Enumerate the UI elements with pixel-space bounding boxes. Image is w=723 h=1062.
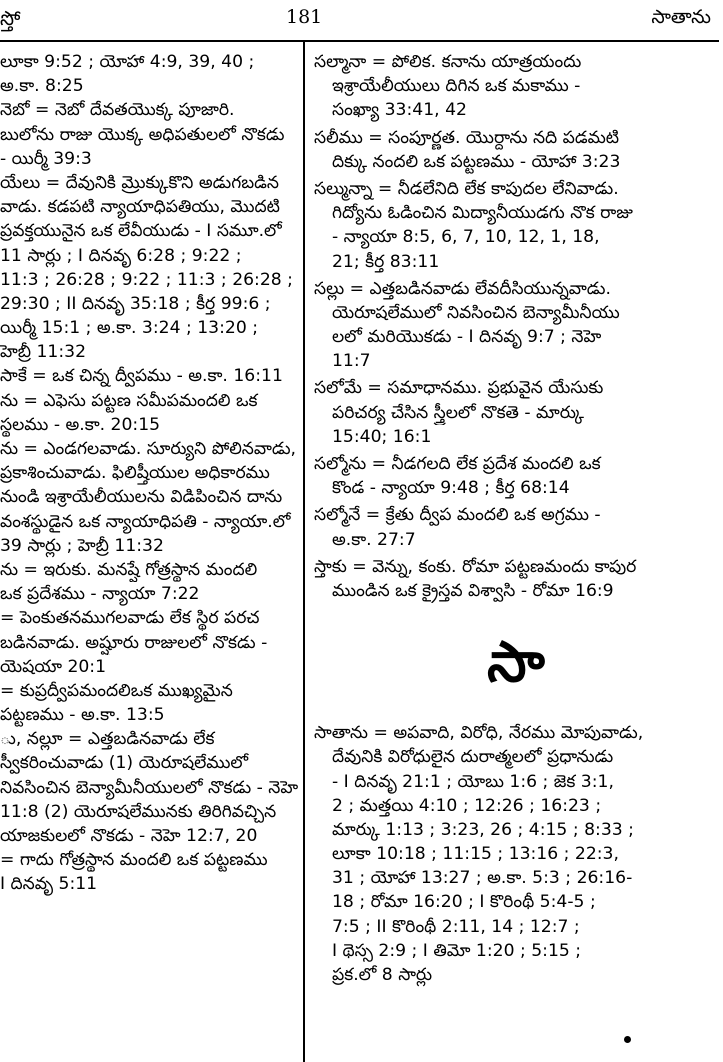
ink-dot: [624, 1036, 631, 1043]
right-column: [314, 50, 718, 990]
entry-line: 31 ; యోహా 13:27 ; అ.కా. 5:3 ; 26:16-: [332, 868, 633, 889]
left-line: నివసించిన బెన్యామీనీయులలో నొకడు - నెహె: [0, 777, 299, 798]
header-rule: [0, 40, 719, 42]
entry-line: పరిచర్య చేసిన స్త్రీలలో నొకతె - మార్కు: [332, 402, 584, 423]
left-line: ను = ఎండగలవాడు. సూర్యుని పోలినవాడు,: [0, 439, 297, 459]
left-line: యేలు = దేవునికి మ్రొక్కుకొని అడుగబడిన: [0, 172, 279, 193]
entry-line: అ.కా. 27:7: [332, 529, 416, 550]
entry-line: దేవునికి విరోధులైన దురాత్మలలో ప్రధానుడు: [332, 747, 614, 768]
left-line: బడినవాడు. అష్షూరు రాజులలో నొకడు -: [0, 632, 268, 653]
entry-headline: సలీము = సంపూర్ణత. యొర్దాను నది పడమటి: [314, 127, 620, 148]
entry-line: I థెస్స 2:9 ; I తిమో 1:20 ; 5:15 ;: [332, 940, 582, 961]
dictionary-entry: [314, 503, 718, 551]
dictionary-entry: [314, 376, 718, 449]
left-line: వాడు. కడపటి న్యాయాధిపతియు, మొదటి: [0, 197, 280, 218]
left-line: = గాదు గోత్రస్థాన మందలి ఒక పట్టణము: [0, 850, 268, 871]
left-line: 11 సార్లు ; I దినవృ 6:28 ; 9:22 ;: [0, 245, 242, 266]
entry-line: దిక్కు నందలి ఒక పట్టణము - యోహా 3:23: [332, 151, 621, 172]
entry-headline: సల్లు = ఎత్తబడినవాడు లేవదీసియున్నవాడు.: [314, 278, 611, 299]
entry-line: సంఖ్యా 33:41, 42: [332, 100, 467, 121]
left-line: అ.కా. 8:25: [0, 76, 84, 97]
left-line: ను = ఎఫెసు పట్టణ సమీపమందలి ఒక: [0, 390, 258, 411]
entry-headline: సాతాను = అపవాది, విరోధి, నేరము మోపువాడు,: [314, 723, 644, 744]
left-line: 11:3 ; 26:28 ; 9:22 ; 11:3 ; 26:28 ;: [0, 269, 293, 290]
left-line: - యిర్మీ 39:3: [0, 148, 92, 169]
entry-headline: సల్మోనే = క్రేతు ద్వీప మందలి ఒక అగ్రము -: [314, 505, 601, 526]
left-line: ప్రకాశించువాడు. ఫిలిష్తీయుల అధికారము: [0, 463, 270, 484]
page-number: 181: [286, 6, 323, 28]
left-line: నెబో = నెబో దేవతయొక్క పూజారి.: [0, 100, 235, 121]
entry-line: 15:40; 16:1: [332, 426, 432, 447]
left-line: ు, నల్లూ = ఎత్తబడినవాడు లేక: [0, 729, 215, 750]
entry-line: 2 ; మత్తయి 4:10 ; 12:26 ; 16:23 ;: [332, 795, 602, 816]
entry-line: 11:7: [332, 351, 371, 372]
left-line: ఒక ప్రదేశము - న్యాయా 7:22: [0, 584, 200, 605]
entry-line: 18 ; రోమా 16:20 ; I కొరింథీ 5:4-5 ;: [332, 892, 596, 913]
entry-headline: స్తాకు = వెన్ను, కంకు. రోమా పట్టణమందు కాపుర: [314, 556, 637, 577]
left-line: ప్రవక్తయునైన ఒక లేవీయుడు - I సమూ.లో: [0, 221, 282, 242]
right-entries: [314, 50, 718, 603]
left-line: I దినవృ 5:11: [0, 874, 98, 895]
entry-headline: సల్మానా = పోలిక. కనాను యాత్రయందు: [314, 52, 582, 72]
left-line: యిర్మీ 15:1 ; అ.కా. 3:24 ; 13:20 ;: [0, 318, 259, 339]
left-line: స్వీకరించువాడు (1) యెరూషలేములో: [0, 753, 249, 774]
dictionary-entry: [314, 126, 718, 174]
entry-line: లలో మరియొకడు - I దినవృ 9:7 ; నెహె: [332, 327, 602, 348]
dictionary-entry: [314, 721, 718, 987]
entry-line: లూకా 10:18 ; 11:15 ; 13:16 ; 22:3,: [332, 844, 619, 865]
running-head-right: సాతాను: [651, 6, 711, 28]
left-line: 39 సార్లు ; హెబ్రీ 11:32: [0, 535, 164, 556]
dictionary-entry: [314, 177, 718, 274]
left-line: హెబ్రీ 11:32: [0, 342, 87, 363]
right-entries-after: [314, 721, 718, 987]
left-line: 29:30 ; II దినవృ 35:18 ; కీర్త 99:6 ;: [0, 293, 271, 314]
entry-headline: సల్మున్నా = నీడలేనిది లేక కాపుదల లేనివాడు.: [314, 178, 619, 199]
left-line: యాజకులలో నొకడు - నెహె 12:7, 20: [0, 826, 258, 846]
entry-line: 7:5 ; II కొరింథీ 2:11, 14 ; 12:7 ;: [332, 916, 580, 937]
entry-line: ప్రక.లో 8 సార్లు: [332, 965, 433, 985]
left-line: = పెంకుతనముగలవాడు లేక స్థిర పరచ: [0, 608, 260, 629]
entry-headline: సలోమే = సమాధానము. ప్రభువైన యేసుకు: [314, 378, 604, 399]
entry-line: కొండ - న్యాయా 9:48 ; కీర్త 68:14: [332, 478, 570, 499]
section-heading: సా: [487, 630, 545, 696]
entry-line: మార్కు 1:13 ; 3:23, 26 ; 4:15 ; 8:33 ;: [332, 819, 634, 840]
left-line: = కుప్రద్వీపమందలిఒక ముఖ్యమైన: [0, 680, 233, 701]
entry-line: గిద్యోను ఓడించిన మిద్యానీయుడగు నొక రాజు: [332, 203, 633, 224]
left-line: స్థలము - అ.కా. 20:15: [0, 414, 161, 435]
left-line: వంశస్థుడైన ఒక న్యాయాధిపతి - న్యాయా.లో: [0, 511, 291, 532]
left-line: ను = ఇరుకు. మనష్షే గోత్రస్థాన మందలి: [0, 559, 258, 580]
left-line: సాకే = ఒక చిన్న ద్వీపము - అ.కా. 16:11: [0, 366, 283, 387]
dictionary-entry: [314, 50, 718, 123]
entry-line: - I దినవృ 21:1 ; యోబు 1:6 ; జెక 3:1,: [332, 771, 614, 792]
left-line: పట్టణము - అ.కా. 13:5: [0, 705, 165, 726]
entry-line: ఇశ్రాయేలీయులు దిగిన ఒక మకాము -: [332, 76, 581, 97]
dictionary-entry: [314, 452, 718, 500]
dictionary-entry: [314, 277, 718, 374]
entry-line: - న్యాయా 8:5, 6, 7, 10, 12, 1, 18,: [332, 227, 600, 248]
entry-line: యెరూషలేములో నివసించిన బెన్యామీనీయు: [332, 302, 620, 323]
entry-line: ముండిన ఒక క్రైస్తవ విశ్వాసి - రోమా 16:9: [332, 580, 614, 601]
entry-headline: సల్మోను = నీడగలది లేక ప్రదేశ మందలి ఒక: [314, 454, 601, 474]
running-head-left: స్తో: [0, 6, 21, 30]
entry-line: 21; కీర్త 83:11: [332, 251, 440, 272]
left-line: 11:8 (2) యెరూషలేమునకు తిరిగివచ్చిన: [0, 801, 277, 822]
left-line: యెషయా 20:1: [0, 656, 107, 677]
left-column: [0, 50, 300, 897]
left-line: బులోను రాజు యొక్క అధిపతులలో నొకడు: [0, 124, 285, 145]
left-line: లూకా 9:52 ; యోహా 4:9, 39, 40 ;: [0, 52, 255, 72]
left-line: నుండి ఇశ్రాయేలీయులను విడిపించిన దాను: [0, 487, 283, 508]
dictionary-entry: [314, 555, 718, 603]
column-divider: [303, 42, 305, 1062]
